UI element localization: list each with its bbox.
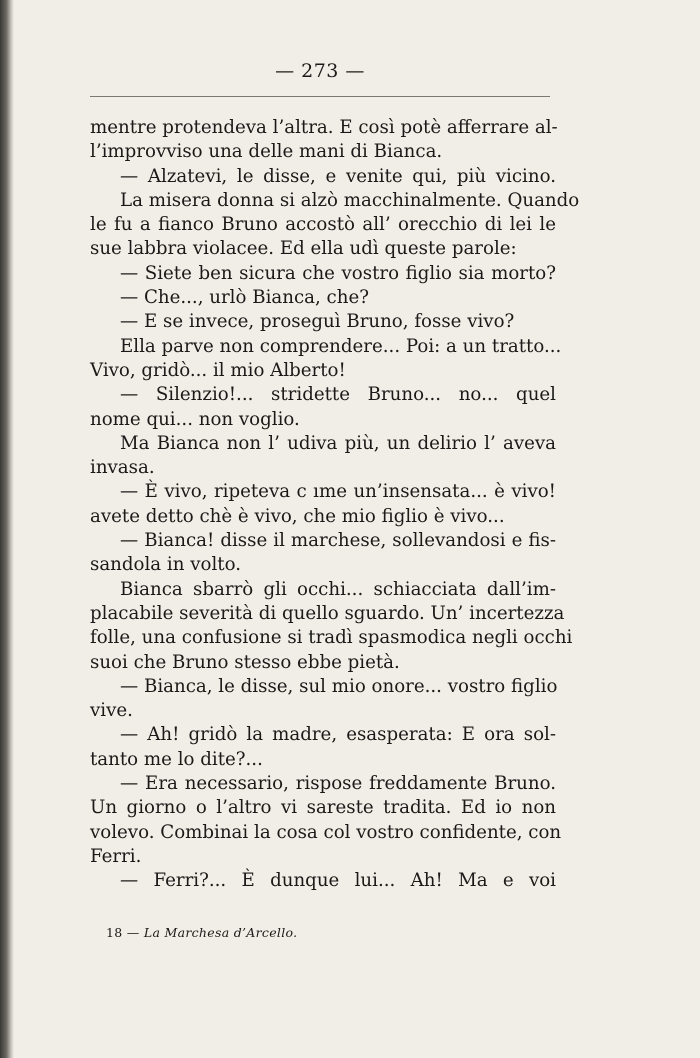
- text-line: — Alzatevi, le disse, e venite qui, più vicino.: [120, 165, 556, 187]
- text-line: l’improvviso una delle mani di Bianca.: [90, 141, 443, 163]
- text-line: — Siete ben sicura che vostro figlio sia morto?: [120, 262, 556, 284]
- text-line: Ferri.: [90, 845, 142, 867]
- text-line: suoi che Bruno stesso ebbe pietà.: [90, 651, 400, 673]
- body-text: [90, 116, 580, 894]
- text-line: placabile severità di quello sguardo. Un’ incertezza: [90, 602, 565, 624]
- text-line: vive.: [90, 700, 133, 722]
- text-line: Ella parve non comprendere... Poi: a un tratto...: [120, 335, 562, 357]
- text-line: sandola in volto.: [90, 554, 241, 576]
- footer-signature: 18 —: [106, 925, 140, 940]
- text-line: Ma Bianca non l’ udiva più, un delirio l’ aveva: [120, 432, 556, 454]
- text-line: nome qui... non voglio.: [90, 408, 300, 430]
- text-line: — Bianca, le disse, sul mio onore... vostro figlio: [120, 675, 558, 697]
- text-line: invasa.: [90, 457, 155, 479]
- text-line: — È vivo, ripeteva c ıme un’insensata... è vivo!: [120, 481, 556, 503]
- text-line: — Era necessario, rispose freddamente Bruno.: [120, 773, 556, 795]
- text-line: — Ah! gridò la madre, esasperata: E ora sol-: [120, 724, 556, 746]
- text-line: — Che..., urlò Bianca, che?: [120, 287, 369, 309]
- text-line: — E se invece, proseguì Bruno, fosse vivo?: [120, 311, 515, 333]
- text-line: le fu a fianco Bruno accostò all’ orecchio di lei le: [90, 214, 556, 236]
- page-number-header: — 273 —: [275, 60, 365, 82]
- page-footer: [106, 925, 297, 940]
- text-line: Bianca sbarrò gli occhi... schiacciata dall’im-: [120, 578, 556, 600]
- text-line: tanto me lo dite?...: [90, 748, 263, 770]
- text-line: — Bianca! disse il marchese, sollevandosi e fis-: [120, 530, 556, 552]
- text-line: Vivo, gridò... il mio Alberto!: [90, 359, 346, 381]
- text-line: mentre protendeva l’altra. E così potè afferrare al-: [90, 117, 558, 138]
- text-line: folle, una confusione si tradì spasmodica negli occhi: [90, 627, 573, 649]
- text-line: sue labbra violacee. Ed ella udì queste parole:: [90, 238, 517, 260]
- text-line: La misera donna si alzò macchinalmente. Quando: [120, 189, 580, 211]
- footer-book-title: La Marchesa d’Arcello.: [143, 925, 298, 940]
- text-line: Un giorno o l’altro vi sareste tradita. Ed io non: [90, 797, 556, 819]
- text-line: volevo. Combinai la cosa col vostro confidente, con: [90, 821, 562, 843]
- text-line: — Ferri?... È dunque lui... Ah! Ma e voi: [120, 870, 556, 892]
- header-rule: [90, 96, 550, 97]
- spine-shadow: [0, 0, 14, 1058]
- text-line: avete detto chè è vivo, che mio figlio è vivo...: [90, 505, 505, 527]
- text-line: — Silenzio!... stridette Bruno... no... quel: [120, 384, 556, 406]
